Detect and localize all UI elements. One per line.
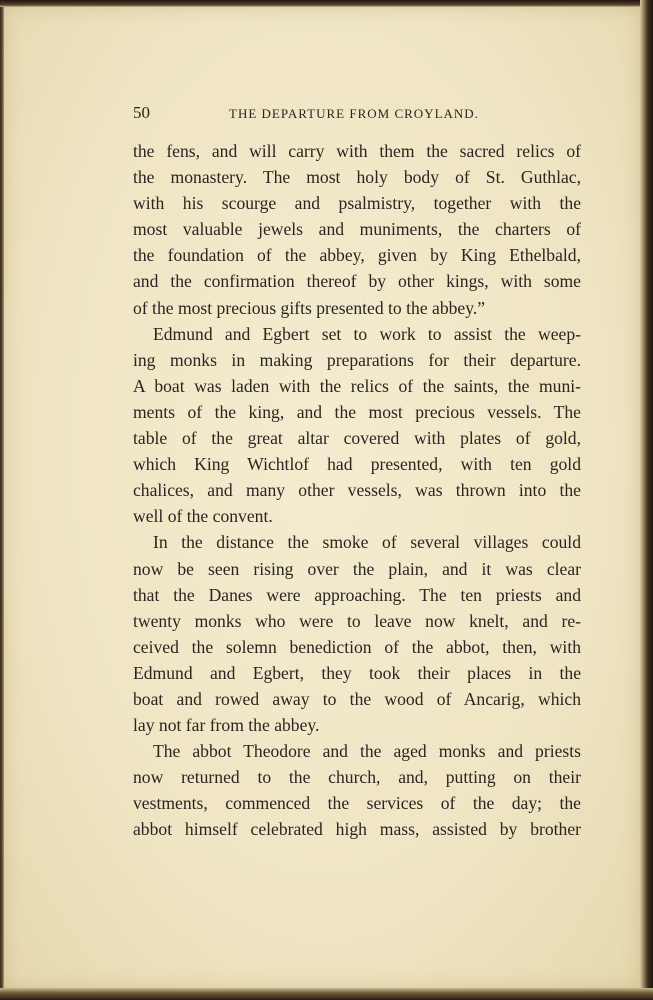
text-line: The abbot Theodore and the aged monks and priests	[153, 741, 581, 762]
page-top-edge	[0, 0, 653, 7]
text-line: and the confirmation thereof by other kings, with some	[133, 271, 581, 292]
text-line: most valuable jewels and muniments, the charters of	[133, 219, 581, 240]
body-text	[133, 138, 581, 843]
text-line: lay not far from the abbey.	[133, 715, 320, 736]
page-header	[133, 103, 581, 123]
text-line: with his scourge and psalmistry, together with the	[133, 193, 581, 214]
text-line: of the most precious gifts presented to the abbey.”	[133, 297, 486, 318]
text-line: ments of the king, and the most precious vessels. The	[133, 401, 581, 422]
text-line: boat and rowed away to the wood of Ancarig, which	[133, 688, 581, 709]
text-line: table of the great altar covered with plates of gold,	[133, 428, 581, 449]
page-right-edge	[640, 0, 653, 1000]
text-line: the foundation of the abbey, given by King Ethelbald,	[133, 245, 581, 266]
text-line: ceived the solemn benediction of the abbot, then, with	[133, 636, 581, 657]
text-line: A boat was laden with the relics of the saints, the muni-	[133, 375, 581, 396]
text-line: In the distance the smoke of several villages could	[153, 532, 581, 553]
text-line: Edmund and Egbert set to work to assist the weep-	[153, 323, 581, 344]
text-line: vestments, commenced the services of the day; the	[133, 793, 581, 814]
text-line: the monastery. The most holy body of St. Guthlac,	[133, 167, 581, 188]
text-line: ing monks in making preparations for their departure.	[133, 349, 581, 370]
text-line: now be seen rising over the plain, and it was clear	[133, 558, 581, 579]
text-line: that the Danes were approaching. The ten priests and	[133, 584, 581, 605]
running-head: THE DEPARTURE FROM CROYLAND.	[229, 106, 479, 121]
page-number: 50	[133, 103, 150, 122]
text-line: abbot himself celebrated high mass, assisted by brother	[133, 819, 581, 840]
text-line: now returned to the church, and, putting on their	[133, 767, 581, 788]
page-bottom-edge	[0, 988, 653, 1000]
text-line: twenty monks who were to leave now knelt, and re-	[133, 610, 581, 631]
text-line: Edmund and Egbert, they took their places in the	[133, 662, 581, 683]
text-line: which King Wichtlof had presented, with ten gold	[133, 454, 581, 475]
text-line: chalices, and many other vessels, was thrown into the	[133, 480, 581, 501]
text-line: well of the convent.	[133, 506, 273, 527]
text-line: the fens, and will carry with them the sacred relics of	[133, 141, 581, 161]
